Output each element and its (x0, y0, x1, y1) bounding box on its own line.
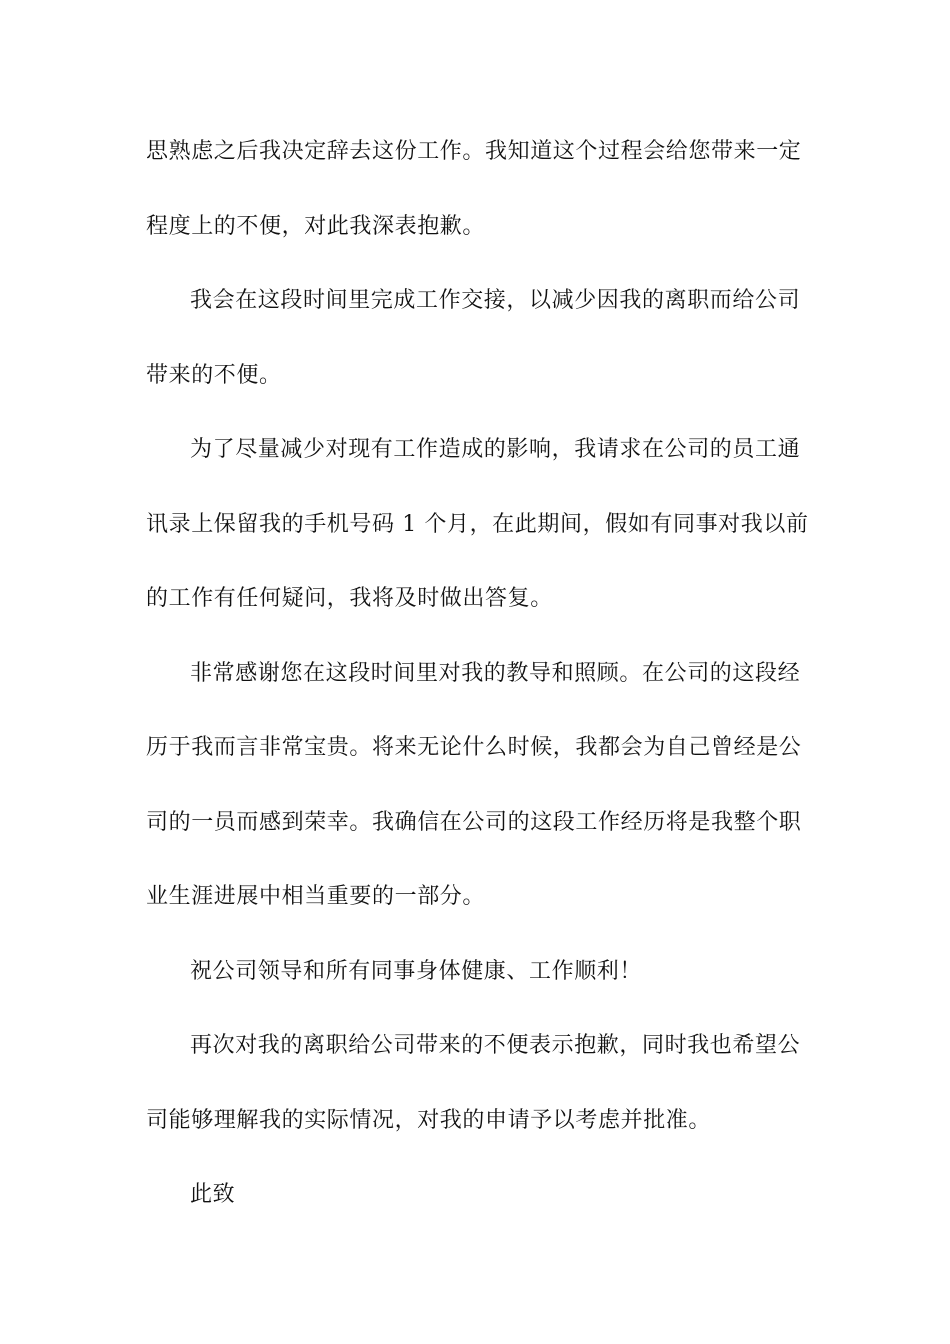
body-text-line: 业生涯进展中相当重要的一部分。 (146, 884, 486, 909)
paragraph-start-line: 非常感谢您在这段时间里对我的教导和照顾。在公司的这段经 (190, 661, 801, 686)
paragraph-start-line: 我会在这段时间里完成工作交接，以减少因我的离职而给公司 (190, 288, 801, 313)
paragraph-start-line: 再次对我的离职给公司带来的不便表示抱歉，同时我也希望公 (190, 1033, 801, 1058)
body-text-line: 的工作有任何疑问，我将及时做出答复。 (146, 586, 553, 611)
body-text-line: 司的一员而感到荣幸。我确信在公司的这段工作经历将是我整个职 (146, 810, 802, 835)
body-text-line: 讯录上保留我的手机号码 1 个月，在此期间，假如有同事对我以前 (146, 512, 809, 537)
body-text-line: 程度上的不便，对此我深表抱歉。 (146, 214, 486, 239)
body-text-line: 思熟虑之后我决定辞去这份工作。我知道这个过程会给您带来一定 (146, 139, 802, 164)
closing-salutation: 此致 (190, 1182, 236, 1207)
paragraph-start-line: 为了尽量减少对现有工作造成的影响，我请求在公司的员工通 (190, 437, 801, 462)
body-text-line: 历于我而言非常宝贵。将来无论什么时候，我都会为自己曾经是公 (146, 735, 802, 760)
paragraph-start-line: 祝公司领导和所有同事身体健康、工作顺利！ (190, 959, 643, 984)
body-text-line: 司能够理解我的实际情况，对我的申请予以考虑并批准。 (146, 1108, 712, 1133)
body-text-line: 带来的不便。 (146, 363, 282, 388)
